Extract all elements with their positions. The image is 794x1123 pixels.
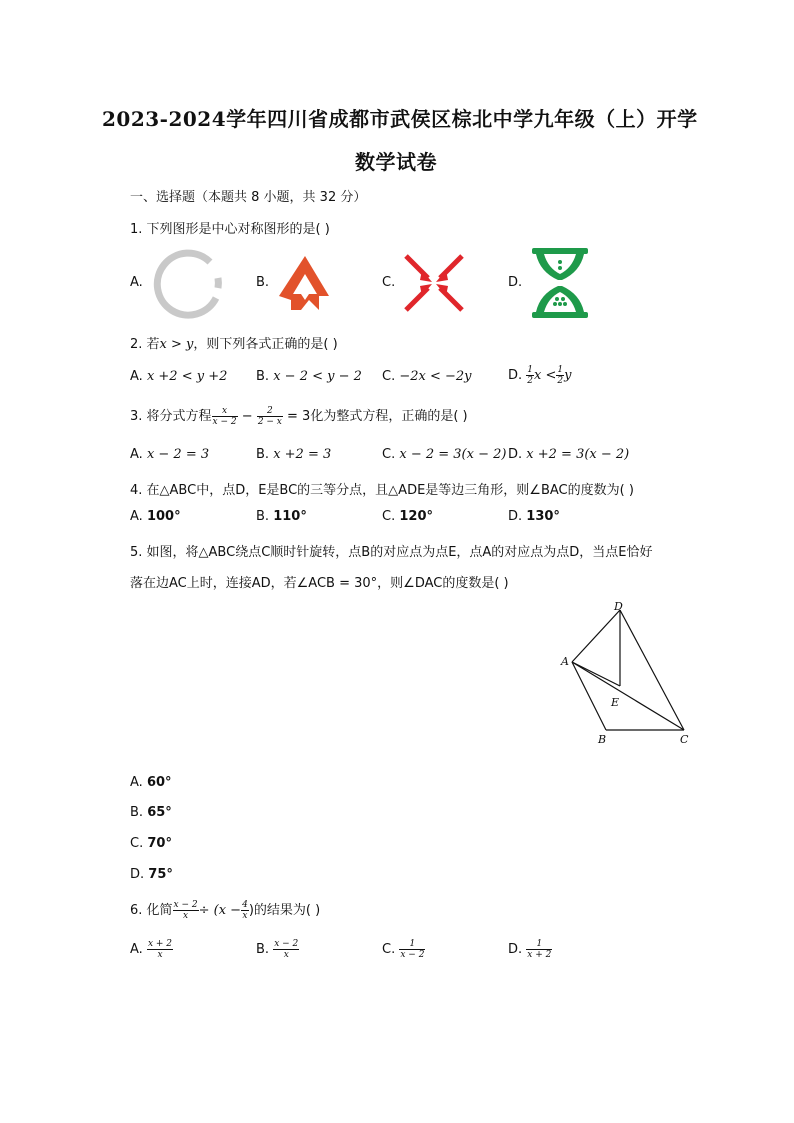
q2-stem-math: x > y — [159, 337, 194, 352]
q2-option-c-label: C. — [382, 369, 396, 384]
q6-option-c-frac: $\frac{1}{x - 2}$ — [400, 939, 425, 960]
segment-dc — [620, 610, 684, 730]
q6-option-d-label: D. — [508, 942, 523, 957]
q2-option-a-text: x +2 < y +2 — [146, 369, 228, 384]
label-d: D — [614, 600, 623, 613]
q3-option-d-text: x +2 = 3(x − 2) — [526, 447, 630, 462]
q4-option-c — [382, 509, 433, 524]
q6-option-b-label: B. — [256, 942, 270, 957]
q6-mid: ÷ (x − — [198, 903, 242, 918]
label-a: A — [561, 655, 569, 668]
q1-option-d-label: D. — [508, 275, 523, 290]
q4-option-d-label: D. — [508, 509, 523, 524]
q6-option-a — [130, 939, 173, 960]
q2-option-d-label: D. — [508, 368, 523, 383]
q4-option-a — [130, 509, 181, 524]
q3-minus: − — [241, 409, 253, 424]
q5-option-a-label: A. — [130, 775, 143, 790]
q5-stem-line2: 落在边AC上时，连接AD，若∠ACB = 30°，则∠DAC的度数是( ) — [130, 576, 509, 591]
q2-option-c — [382, 369, 472, 384]
q2-stem — [130, 333, 338, 352]
q6-option-b — [256, 939, 299, 960]
q5-option-c-text: 70° — [147, 836, 172, 851]
q5-option-c — [130, 836, 172, 851]
q3-option-c-text: x − 2 = 3(x − 2) — [399, 447, 507, 462]
q5-option-c-label: C. — [130, 836, 144, 851]
q5-option-d-label: D. — [130, 867, 145, 882]
segment-ae — [572, 662, 620, 686]
hourglass-logo-icon — [530, 246, 590, 320]
q4-option-c-label: C. — [382, 509, 396, 524]
q5-option-b — [130, 805, 172, 820]
q6-option-d-frac: $\frac{1}{x + 2}$ — [527, 939, 552, 960]
q2-option-d-frac2: $\frac{1}{2}$ — [557, 365, 564, 386]
q4-stem: 4. 在△ABC中，点D，E是BC的三等分点，且△ADE是等边三角形，则∠BAC的度数为( ) — [130, 483, 634, 498]
q2-option-d-post: y — [564, 368, 572, 383]
label-e: E — [611, 696, 620, 709]
q3-frac2: $\frac{2}{2 - x}$ — [257, 406, 282, 427]
q5-option-b-text: 65° — [147, 805, 172, 820]
q2-option-c-text: −2x < −2y — [399, 369, 472, 384]
q6-option-b-frac: $\frac{x - 2}{x}$ — [274, 939, 299, 960]
q3-option-c-label: C. — [382, 447, 396, 462]
q3-option-d — [508, 447, 629, 462]
q2-option-b — [256, 369, 362, 384]
q1-option-c-label: C. — [382, 275, 396, 290]
q6-stem-pre: 6. 化简 — [130, 903, 173, 918]
q2-stem-pre: 2. 若 — [130, 337, 160, 352]
q3-stem-pre: 3. 将分式方程 — [130, 409, 212, 424]
q3-option-b — [256, 447, 331, 462]
q4-option-a-label: A. — [130, 509, 143, 524]
q4-option-b-text: 110° — [273, 509, 307, 524]
q3-stem-post: = 3化为整式方程，正确的是( ) — [287, 409, 468, 424]
q2-option-a — [130, 369, 227, 384]
q6-frac1: $\frac{x - 2}{x}$ — [173, 900, 198, 921]
q2-option-b-text: x − 2 < y − 2 — [273, 369, 362, 384]
q3-option-a — [130, 447, 209, 462]
q6-option-a-label: A. — [130, 942, 143, 957]
q4-option-c-text: 120° — [399, 509, 433, 524]
q5-option-d — [130, 867, 173, 882]
q3-stem — [130, 405, 468, 427]
section-heading: 一、选择题（本题共 8 小题，共 32 分） — [130, 190, 367, 205]
q3-option-b-text: x +2 = 3 — [273, 447, 332, 462]
q3-option-a-text: x − 2 = 3 — [146, 447, 210, 462]
q2-option-d-frac1: $\frac{1}{2}$ — [527, 365, 534, 386]
q3-option-d-label: D. — [508, 447, 523, 462]
q2-option-d — [508, 365, 571, 386]
q6-stem-post: )的结果为( ) — [248, 903, 321, 918]
segment-da — [572, 610, 620, 662]
q5-stem-line1: 5. 如图，将△ABC绕点C顺时针旋转，点B的对应点为点E，点A的对应点为点D，当点E恰好 — [130, 545, 653, 560]
q1-option-b-label: B. — [256, 275, 270, 290]
q6-option-a-frac: $\frac{x + 2}{x}$ — [147, 939, 173, 960]
q3-option-c — [382, 447, 506, 462]
q4-option-b — [256, 509, 307, 524]
q2-stem-post: ，则下列各式正确的是( ) — [193, 337, 338, 352]
q5-option-a-text: 60° — [146, 775, 172, 790]
q6-option-d — [508, 939, 552, 960]
label-c: C — [680, 733, 689, 746]
q1-option-a-label: A. — [130, 275, 143, 290]
q4-option-a-text: 100° — [146, 509, 181, 524]
q6-option-c-label: C. — [382, 942, 396, 957]
x-arrows-icon — [402, 252, 466, 314]
page-title-line1: 2023-2024学年四川省成都市武侯区棕北中学九年级（上）开学 — [102, 107, 698, 131]
q6-option-c — [382, 939, 425, 960]
q5-option-a — [130, 775, 172, 790]
q3-option-a-label: A. — [130, 447, 143, 462]
q6-frac2: $\frac{4}{x}$ — [242, 900, 248, 921]
broken-circle-icon — [150, 248, 226, 320]
recycle-arrow-icon — [275, 252, 335, 316]
q5-option-b-label: B. — [130, 805, 144, 820]
q5-option-d-text: 75° — [148, 867, 173, 882]
q2-option-b-label: B. — [256, 369, 270, 384]
q1-stem: 1. 下列图形是中心对称图形的是( ) — [130, 222, 330, 237]
q5-geometry-figure — [556, 598, 696, 750]
q4-option-d — [508, 509, 560, 524]
q4-option-b-label: B. — [256, 509, 270, 524]
q2-option-a-label: A. — [130, 369, 143, 384]
page-title-line2: 数学试卷 — [355, 150, 437, 174]
label-b: B — [598, 733, 607, 746]
q2-option-d-mid: x < — [534, 368, 557, 383]
q3-option-b-label: B. — [256, 447, 270, 462]
q6-stem — [130, 899, 320, 921]
q3-frac1: $\frac{x}{x - 2}$ — [212, 406, 237, 427]
q4-option-d-text: 130° — [526, 509, 560, 524]
